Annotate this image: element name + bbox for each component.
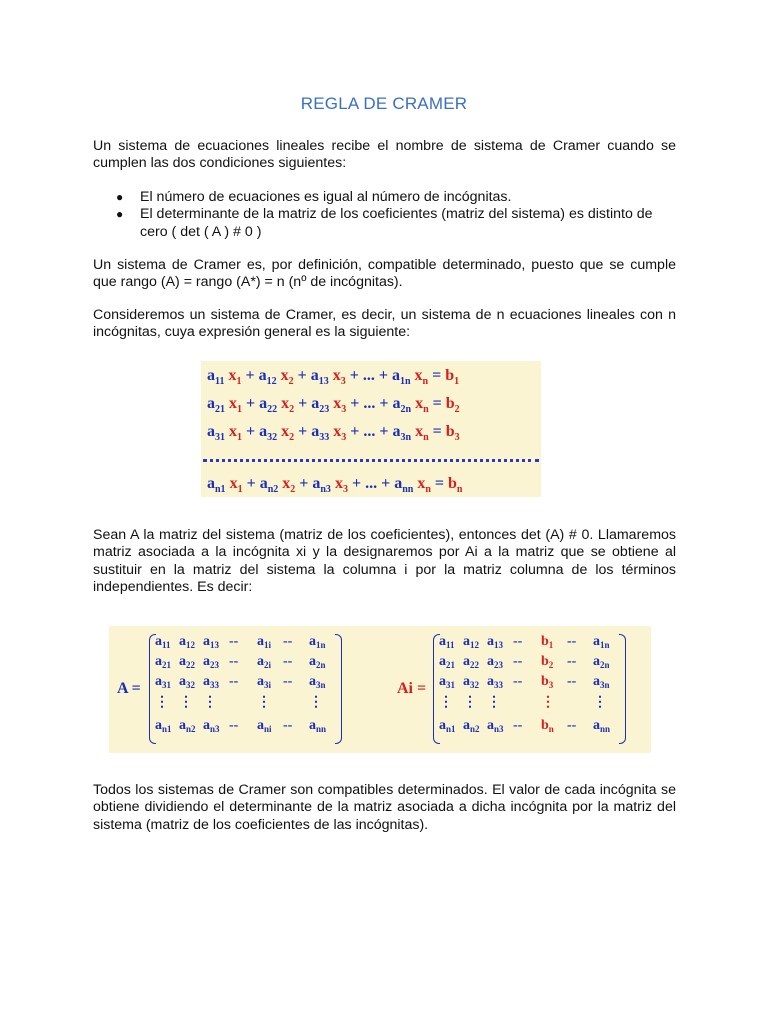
matrix-cell: $a_{n2}$ [179,718,196,734]
matrix-cell: $a_{ni}$ [257,718,272,734]
right-bracket [335,634,342,744]
matrix-cell: ⋮ [257,695,271,710]
matrix-cell: -- [513,674,523,689]
matrix-cell: -- [283,634,293,649]
matrix-cell: $a_{31}$ [439,674,455,690]
matrix-cell: ⋮ [179,695,193,710]
matrices-figure [109,626,651,753]
matrix-cell: ⋮ [203,695,217,710]
matrix-cell: $b_1$ [541,634,554,650]
matrix-cell: $a_{32}$ [463,674,479,690]
matrix-cell: $a_{n1}$ [155,718,172,734]
equation-row: $a_{n1}$ $x_1 + a_{n2}$ $x_2 + a_{n3}$ $x_3$ + ... + $a_{nn}$ $x_n = b_n$ [207,475,463,495]
equation-system-figure [201,361,541,497]
matrix-ai-label: Ai = [397,680,427,697]
matrix-cell: ⋮ [439,695,453,710]
matrix-cell: $a_{nn}$ [593,718,611,734]
matrix-cell: $a_{1n}$ [309,634,326,650]
matrix-cell: -- [283,654,293,669]
right-bracket [619,634,626,744]
matrix-cell: $a_{3i}$ [257,674,272,690]
matrix-cell: $a_{32}$ [179,674,195,690]
matrix-cell: -- [513,634,523,649]
page-title: REGLA DE CRAMER [300,94,468,113]
equation-row: $a_{31}$ $x_1 + a_{32}$ $x_2 + a_{33}$ $x_3$ + ... + $a_{3n}$ $x_n = b_3$ [207,423,460,443]
conclusion-paragraph: Todos los sistemas de Cramer son compatibles determinados. El valor de cada incógnita se obtiene dividiendo el determinante de la matriz asociada a dicha incógnita por la matriz del sistema (matriz de los coeficientes de las incógnitas). [93,782,676,833]
matrix-cell: -- [283,718,293,733]
matrix-cell: $a_{3n}$ [309,674,326,690]
matrix-cell: $a_{n2}$ [463,718,480,734]
ellipsis-divider [203,459,539,462]
matrix-cell: $b_3$ [541,674,554,690]
matrix-cell: -- [567,674,577,689]
matrix-cell: $a_{2n}$ [593,654,610,670]
matrix-ai [433,634,627,744]
matrix-cell: -- [567,634,577,649]
matrix-cell: $a_{nn}$ [309,718,327,734]
matrix-a-label: A = [117,680,141,697]
matrix-cell: ⋮ [541,695,555,710]
equation-row: $a_{21}$ $x_1 + a_{22}$ $x_2 + a_{23}$ $x_3$ + ... + $a_{2n}$ $x_n = b_2$ [207,395,460,415]
matrix-cell: $a_{33}$ [487,674,503,690]
matrix-cell: $b_2$ [541,654,554,670]
matrix-cell: $a_{11}$ [155,634,171,650]
matrix-cell: $a_{1n}$ [593,634,610,650]
matrix-cell: -- [283,674,293,689]
definition-paragraph: Un sistema de Cramer es, por definición, compatible determinado, puesto que se cumple que rango (A) = rango (A*) = n (nº de incógnitas). [93,257,676,291]
matrix-cell: $a_{21}$ [155,654,171,670]
bullet-icon: ● [116,190,124,204]
matrix-cell: $a_{1i}$ [257,634,272,650]
matrix-cell: $a_{2n}$ [309,654,326,670]
matrix-cell: -- [229,718,239,733]
matrix-cell: $a_{2i}$ [257,654,272,670]
matrix-cell: $a_{12}$ [463,634,479,650]
matrix-cell: -- [513,654,523,669]
matrix-cell: $a_{33}$ [203,674,219,690]
consider-paragraph: Consideremos un sistema de Cramer, es decir, un sistema de n ecuaciones lineales con n incógnitas, cuya expresión general es la siguiente: [93,307,676,341]
matrix-cell: -- [513,718,523,733]
matrix-cell: -- [229,674,239,689]
matrix-cell: -- [567,654,577,669]
matrix-cell: $a_{n3}$ [487,718,504,734]
matrix-cell: $a_{31}$ [155,674,171,690]
matrix-cell: $a_{3n}$ [593,674,610,690]
list-item-text: El determinante de la matriz de los coeficientes (matriz del sistema) es distinto de cero ( det ( A ) # 0 ) [140,206,653,240]
matrix-cell: -- [229,634,239,649]
matrix-cell: ⋮ [487,695,501,710]
matrix-cell: $a_{13}$ [487,634,503,650]
matrix-cell: -- [567,718,577,733]
matrix-cell: ⋮ [463,695,477,710]
matrix-cell: $b_n$ [541,718,554,734]
equation-row: $a_{11}$ $x_1 + a_{12}$ $x_2 + a_{13}$ $x_3$ + ... + $a_{1n}$ $x_n = b_1$ [207,367,460,387]
list-item-text: El número de ecuaciones es igual al número de incógnitas. [140,189,512,205]
matrix-cell: $a_{12}$ [179,634,195,650]
matrix-cell: $a_{13}$ [203,634,219,650]
bullet-icon: ● [116,207,124,222]
intro-paragraph: Un sistema de ecuaciones lineales recibe el nombre de sistema de Cramer cuando se cumplen las dos condiciones siguientes: [93,138,676,172]
matrix-cell: $a_{21}$ [439,654,455,670]
matrix-cell: ⋮ [155,695,169,710]
matrix-cell: -- [229,654,239,669]
list-item [110,189,676,206]
matrix-cell: $a_{n1}$ [439,718,456,734]
matrix-cell: $a_{11}$ [439,634,455,650]
matrix-cell: $a_{22}$ [179,654,195,670]
conditions-list [110,189,676,241]
list-item [110,206,676,241]
matrix-cell: $a_{23}$ [487,654,503,670]
matrix-a [149,634,343,744]
matrix-cell: $a_{23}$ [203,654,219,670]
matrix-cell: ⋮ [309,695,323,710]
matrix-cell: ⋮ [593,695,607,710]
matrix-cell: $a_{n3}$ [203,718,220,734]
matrix-paragraph: Sean A la matriz del sistema (matriz de los coeficientes), entonces det (A) # 0. Llamaremos matriz asociada a la incógnita xi y la designaremos por Ai a la matriz que se obtiene al sustituir en la matriz del sistema la columna i por la matriz columna de los términos independientes. Es decir: [93,527,676,596]
matrix-cell: $a_{22}$ [463,654,479,670]
